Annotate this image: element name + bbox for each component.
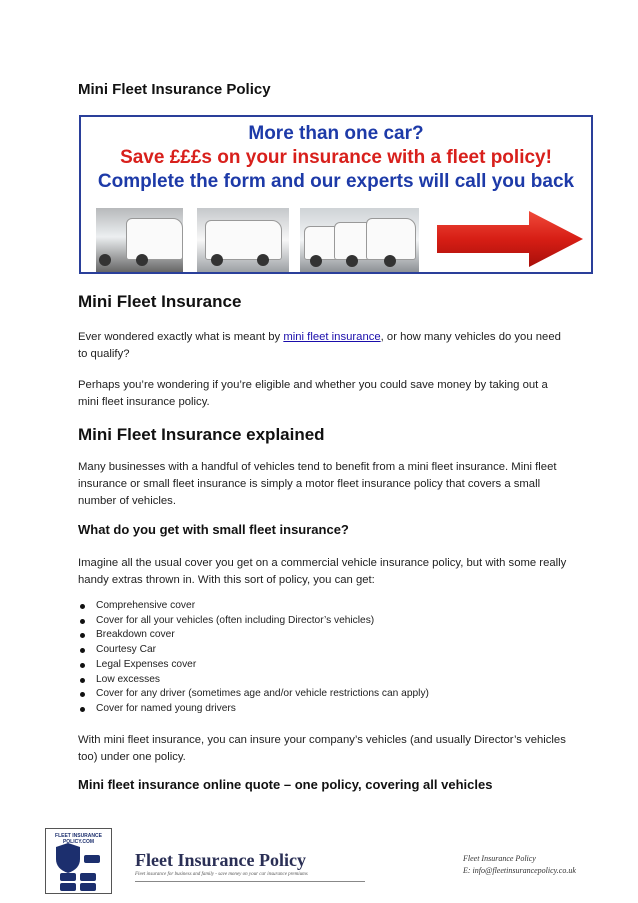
list-item xyxy=(78,599,558,614)
footer-logo-text: FLEET INSURANCE POLICY.COM xyxy=(55,833,102,845)
section-heading-mini-fleet: Mini Fleet Insurance xyxy=(78,292,242,311)
banner-savings-text: Save £££s on your insurance with a fleet policy! xyxy=(120,147,552,168)
explained-paragraph: Many businesses with a handful of vehicles tend to benefit from a mini fleet insurance. Mini fleet insurance or small fleet insurance is simply a motor fleet insurance policy that covers a small number of vehicles. xyxy=(78,461,557,507)
list-item-text: Legal Expenses cover xyxy=(96,658,197,670)
intro-paragraph xyxy=(78,329,568,363)
list-item-text: Breakdown cover xyxy=(96,629,175,641)
intro-text-end: , or how many vehicles do you need to qualify? xyxy=(78,331,561,360)
promo-banner[interactable] xyxy=(79,115,593,274)
van-photo-1 xyxy=(96,208,183,272)
list-item-text: Courtesy Car xyxy=(96,644,157,656)
bullet-icon xyxy=(80,692,85,697)
list-item-text: Comprehensive cover xyxy=(96,600,196,611)
car-shield-icon xyxy=(46,843,111,893)
footer-logo xyxy=(45,828,112,894)
list-item xyxy=(78,702,558,717)
insure-vehicles-paragraph: With mini fleet insurance, you can insure your company’s vehicles (and usually Director’s vehicles too) under one policy. xyxy=(78,734,566,763)
list-item xyxy=(78,673,558,688)
footer-divider xyxy=(135,881,365,882)
arrow-right-icon xyxy=(437,211,583,267)
section-heading-explained: Mini Fleet Insurance explained xyxy=(78,425,325,444)
van-photo-3 xyxy=(300,208,419,272)
bullet-icon xyxy=(80,604,85,609)
bullet-icon xyxy=(80,619,85,624)
list-item-text: Low excesses xyxy=(96,673,160,685)
bullet-icon xyxy=(80,707,85,712)
what-you-get-paragraph: Imagine all the usual cover you get on a commercial vehicle insurance policy, but with some really handy extras thrown in. With this sort of policy, you can get: xyxy=(78,557,567,586)
banner-callback-text: Complete the form and our experts will call you back xyxy=(97,171,575,192)
benefits-list xyxy=(78,599,558,717)
bullet-icon xyxy=(80,648,85,653)
footer-brand-name: Fleet Insurance Policy xyxy=(135,850,306,870)
document-title: Mini Fleet Insurance Policy xyxy=(78,81,271,98)
list-item xyxy=(78,658,558,673)
list-item xyxy=(78,643,558,658)
footer-contact-name: Fleet Insurance Policy xyxy=(463,854,536,863)
intro-text-start: Ever wondered exactly what is meant by xyxy=(78,331,284,343)
list-item xyxy=(78,628,558,643)
list-item xyxy=(78,614,558,629)
footer-contact-email[interactable]: E: info@fleetinsurancepolicy.co.uk xyxy=(463,866,576,875)
footer-tagline: Fleet insurance for business and family - save money on your car insurance premiums xyxy=(135,872,308,877)
banner-headline: More than one car? xyxy=(248,123,424,144)
bullet-icon xyxy=(80,663,85,668)
bullet-icon xyxy=(80,678,85,683)
section-heading-online-quote: Mini fleet insurance online quote – one policy, covering all vehicles xyxy=(78,777,493,792)
bullet-icon xyxy=(80,633,85,638)
eligibility-paragraph: Perhaps you’re wondering if you’re eligible and whether you could save money by taking out a mini fleet insurance policy. xyxy=(78,379,548,408)
section-heading-what-you-get: What do you get with small fleet insurance? xyxy=(78,522,349,537)
list-item-text: Cover for all your vehicles (often including Director’s vehicles) xyxy=(96,614,375,626)
list-item-text: Cover for named young drivers xyxy=(96,702,236,714)
van-photo-2 xyxy=(197,208,289,272)
list-item xyxy=(78,687,558,702)
footer-contact xyxy=(463,853,576,877)
list-item-text: Cover for any driver (sometimes age and/or vehicle restrictions can apply) xyxy=(96,688,429,700)
mini-fleet-insurance-link[interactable]: mini fleet insurance xyxy=(283,331,381,343)
